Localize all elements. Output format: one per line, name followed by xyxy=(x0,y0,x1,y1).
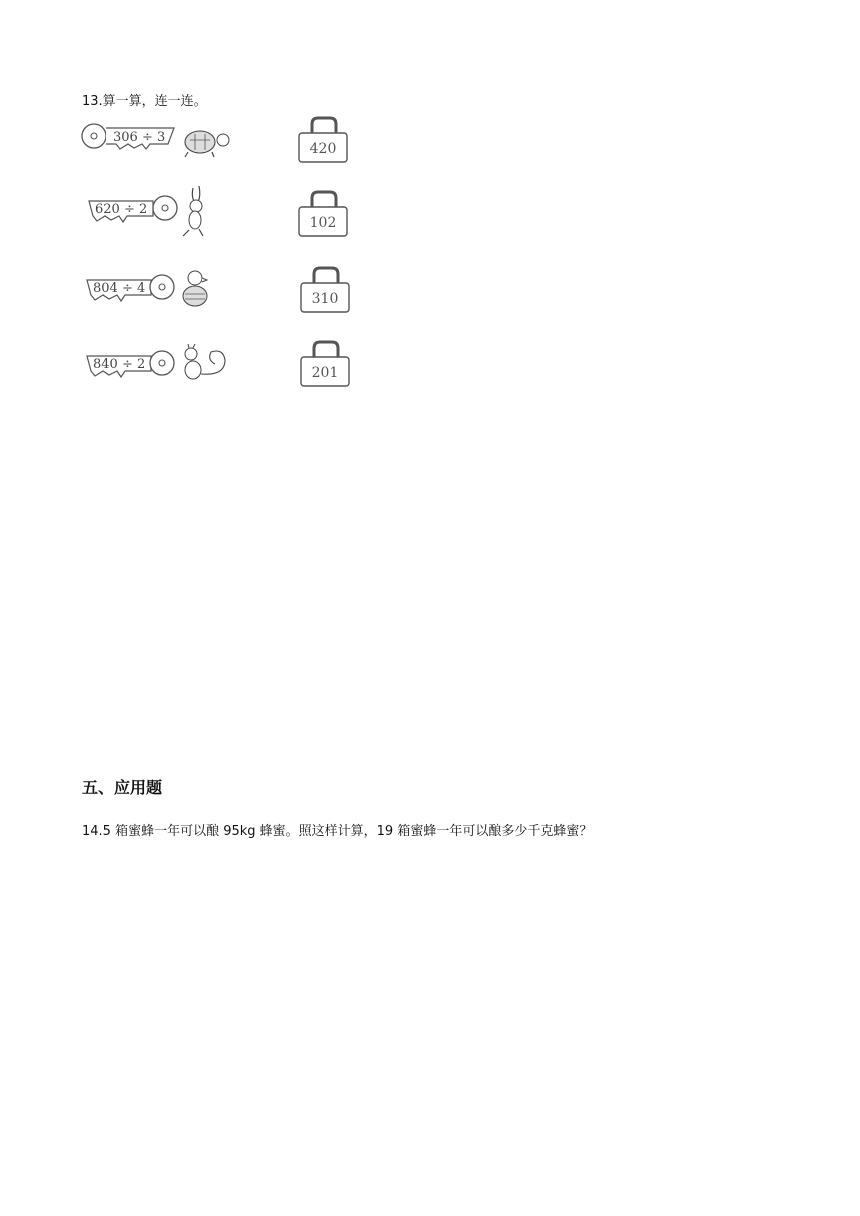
lock-number: 310 xyxy=(311,291,339,307)
lock-420 xyxy=(296,114,352,168)
rabbit-icon xyxy=(183,186,203,236)
turtle-icon xyxy=(185,131,229,157)
duck-icon xyxy=(183,271,207,306)
squirrel-icon xyxy=(185,344,225,379)
key-620-div-2 xyxy=(85,184,245,232)
section-title: 五、应用题 xyxy=(82,778,163,797)
question-14-prompt: 14.5 箱蜜蜂一年可以酿 95kg 蜂蜜。照这样计算，19 箱蜜蜂一年可以酿多少千克蜂蜜？ xyxy=(82,824,593,839)
lock-310 xyxy=(298,264,354,318)
lock-number: 102 xyxy=(309,215,337,231)
question-13-prompt: 13.算一算，连一连。 xyxy=(82,94,207,109)
lock-number: 420 xyxy=(309,141,337,157)
key-expression: 620 ÷ 2 xyxy=(95,202,148,217)
key-expression: 306 ÷ 3 xyxy=(113,130,166,145)
lock-102 xyxy=(296,188,352,242)
key-expression: 804 ÷ 4 xyxy=(93,281,146,296)
lock-number: 201 xyxy=(311,365,339,381)
key-840-div-2 xyxy=(85,342,245,390)
key-306-div-3 xyxy=(80,118,240,166)
key-expression: 840 ÷ 2 xyxy=(93,357,146,372)
lock-201 xyxy=(298,338,354,392)
key-804-div-4 xyxy=(85,266,245,314)
